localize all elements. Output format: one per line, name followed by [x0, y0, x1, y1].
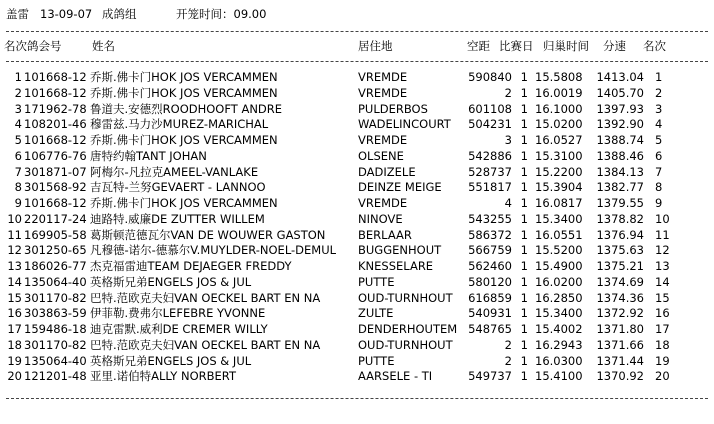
row-location: VREMDE [358, 196, 408, 210]
row-location: PULDERBOS [358, 101, 428, 116]
row-fancier: 迪路特.威廉DE ZUTTER WILLEM [90, 211, 265, 226]
row-place: 1 [655, 70, 663, 84]
row-time: 15.5808 [535, 70, 583, 84]
row-speed: 1397.93 [596, 101, 644, 116]
row-rank: 19 [7, 353, 22, 368]
race-category: 成鸽组 [102, 7, 137, 21]
row-place: 13 [655, 259, 670, 273]
row-place: 20 [655, 369, 670, 384]
row-fancier: 亚里.诺伯特ALLY NORBERT [90, 369, 236, 384]
row-speed: 1371.80 [596, 322, 644, 336]
row-place: 2 [655, 85, 663, 100]
row-rank: 18 [7, 337, 22, 352]
row-location: NINOVE [358, 211, 403, 226]
row-ring: 301871-07 [24, 164, 87, 179]
row-speed: 1379.55 [596, 196, 644, 210]
row-speed: 1372.92 [596, 306, 644, 321]
row-time: 16.0019 [535, 85, 583, 100]
row-location: DENDERHOUTEM [358, 322, 458, 336]
row-ring: 108201-46 [24, 117, 87, 132]
row-speed: 1371.66 [596, 337, 644, 352]
row-day: 1 [520, 196, 528, 210]
row-day: 1 [520, 259, 528, 273]
col-distance: 空距 [467, 39, 490, 53]
row-time: 16.0300 [535, 353, 583, 368]
col-speed: 分速 [603, 39, 626, 53]
header-divider [6, 61, 708, 62]
row-distance: 562460 [468, 259, 512, 273]
row-distance: 543255 [468, 211, 512, 226]
row-distance: 3 [504, 133, 512, 147]
row-location: BERLAAR [358, 227, 412, 242]
row-location: VREMDE [358, 70, 408, 84]
column-header-row [0, 41, 714, 55]
col-day: 比赛日 [499, 39, 534, 53]
row-day: 1 [520, 369, 528, 384]
row-day: 1 [520, 290, 528, 305]
row-rank: 20 [7, 369, 22, 384]
row-speed: 1378.82 [596, 211, 644, 226]
row-time: 15.3904 [535, 180, 583, 195]
row-place: 6 [655, 148, 663, 163]
row-time: 16.1000 [535, 101, 583, 116]
row-time: 15.5200 [535, 243, 583, 258]
row-rank: 7 [14, 164, 22, 179]
row-speed: 1376.94 [596, 227, 644, 242]
row-day: 1 [520, 322, 528, 336]
row-speed: 1392.90 [596, 117, 644, 132]
row-speed: 1374.36 [596, 290, 644, 305]
row-time: 16.2943 [535, 337, 583, 352]
row-day: 1 [520, 243, 528, 258]
row-location: VREMDE [358, 85, 408, 100]
row-speed: 1413.04 [596, 70, 644, 84]
row-location: PUTTE [358, 353, 395, 368]
col-place: 名次 [643, 39, 666, 53]
row-distance: 2 [504, 337, 512, 352]
row-rank: 15 [7, 290, 22, 305]
row-speed: 1375.21 [596, 259, 644, 273]
row-time: 15.4100 [535, 369, 583, 384]
row-place: 15 [655, 290, 670, 305]
row-location: AARSELE - TI [358, 369, 433, 384]
row-ring: 169905-58 [24, 227, 87, 242]
row-day: 1 [520, 180, 528, 195]
row-place: 19 [655, 353, 670, 368]
row-speed: 1382.77 [596, 180, 644, 195]
row-day: 1 [520, 148, 528, 163]
row-location: OLSENE [358, 148, 404, 163]
results-table-body [0, 72, 714, 387]
row-fancier: 杰克福雷迪TEAM DEJAEGER FREDDY [90, 259, 292, 273]
row-speed: 1405.70 [596, 85, 644, 100]
row-time: 16.0527 [535, 133, 583, 147]
row-distance: 2 [504, 353, 512, 368]
row-ring: 301568-92 [24, 180, 87, 195]
row-day: 1 [520, 337, 528, 352]
row-distance: 504231 [468, 117, 512, 132]
row-location: PUTTE [358, 274, 395, 289]
row-speed: 1384.13 [596, 164, 644, 179]
row-ring: 135064-40 [24, 274, 87, 289]
area-name: 盖雷 [6, 7, 29, 21]
row-day: 1 [520, 164, 528, 179]
row-place: 4 [655, 117, 663, 132]
row-time: 15.4900 [535, 259, 583, 273]
bottom-divider [6, 398, 708, 399]
row-place: 8 [655, 180, 663, 195]
row-location: ZULTE [358, 306, 394, 321]
row-distance: 586372 [468, 227, 512, 242]
row-rank: 8 [14, 180, 22, 195]
row-rank: 17 [7, 322, 22, 336]
row-distance: 549737 [468, 369, 512, 384]
row-time: 16.0200 [535, 274, 583, 289]
row-rank: 10 [7, 211, 22, 226]
col-location: 居住地 [358, 39, 393, 53]
row-ring: 101668-12 [24, 70, 87, 84]
row-ring: 301170-82 [24, 337, 87, 352]
row-ring: 303863-59 [24, 306, 87, 321]
row-rank: 4 [14, 117, 22, 132]
row-distance: 4 [504, 196, 512, 210]
row-fancier: 乔斯.佛卡门HOK JOS VERCAMMEN [90, 196, 278, 210]
row-time: 15.3100 [535, 148, 583, 163]
row-rank: 9 [14, 196, 22, 210]
row-fancier: 伊菲勒.费弗尔LEFEBRE YVONNE [90, 306, 266, 321]
row-speed: 1374.69 [596, 274, 644, 289]
row-distance: 601108 [468, 101, 512, 116]
row-fancier: 巴特.范欧克夫妇VAN OECKEL BART EN NA [90, 337, 321, 352]
row-place: 14 [655, 274, 670, 289]
row-fancier: 鲁道夫.安德烈ROODHOOFT ANDRE [90, 101, 283, 116]
race-date: 13-09-07 [40, 7, 93, 21]
row-day: 1 [520, 85, 528, 100]
row-rank: 6 [14, 148, 22, 163]
row-distance: 2 [504, 85, 512, 100]
row-time: 16.0817 [535, 196, 583, 210]
release-time: 开笼时间：09.00 [176, 7, 267, 21]
row-day: 1 [520, 101, 528, 116]
row-fancier: 英格斯兄弟ENGELS JOS & JUL [90, 274, 252, 289]
row-day: 1 [520, 227, 528, 242]
row-distance: 590840 [468, 70, 512, 84]
row-ring: 106776-76 [24, 148, 87, 163]
row-location: OUD-TURNHOUT [358, 337, 453, 352]
row-place: 18 [655, 337, 670, 352]
row-place: 12 [655, 243, 670, 258]
row-fancier: 凡穆德-诺尔-德慕尔V.MUYLDER-NOEL-DEMUL [90, 243, 337, 258]
row-speed: 1388.46 [596, 148, 644, 163]
row-ring: 159486-18 [24, 322, 87, 336]
row-place: 16 [655, 306, 670, 321]
row-fancier: 乔斯.佛卡门HOK JOS VERCAMMEN [90, 70, 278, 84]
row-fancier: 阿梅尔-凡拉克AMEEL-VANLAKE [90, 164, 259, 179]
col-name: 姓名 [92, 39, 115, 53]
row-ring: 301250-65 [24, 243, 87, 258]
row-location: WADELINCOURT [358, 117, 451, 132]
row-location: KNESSELARE [358, 259, 434, 273]
row-ring: 101668-12 [24, 196, 87, 210]
row-ring: 301170-82 [24, 290, 87, 305]
row-distance: 548765 [468, 322, 512, 336]
row-fancier: 巴特.范欧克夫妇VAN OECKEL BART EN NA [90, 290, 321, 305]
row-fancier: 穆雷兹.马力沙MUREZ-MARICHAL [90, 117, 269, 132]
row-location: VREMDE [358, 133, 408, 147]
row-ring: 135064-40 [24, 353, 87, 368]
row-location: OUD-TURNHOUT [358, 290, 453, 305]
row-place: 7 [655, 164, 663, 179]
col-time: 归巢时间 [543, 39, 589, 53]
row-distance: 528737 [468, 164, 512, 179]
row-time: 15.0200 [535, 117, 583, 132]
row-fancier: 英格斯兄弟ENGELS JOS & JUL [90, 353, 252, 368]
row-place: 9 [655, 196, 663, 210]
row-speed: 1371.44 [596, 353, 644, 368]
row-rank: 11 [7, 227, 22, 242]
row-day: 1 [520, 211, 528, 226]
row-place: 3 [655, 101, 663, 116]
row-rank: 5 [14, 133, 22, 147]
row-time: 15.3400 [535, 211, 583, 226]
row-place: 17 [655, 322, 670, 336]
top-divider [6, 31, 708, 32]
row-location: BUGGENHOUT [358, 243, 442, 258]
row-rank: 16 [7, 306, 22, 321]
col-rank-ring: 名次鸽会号 [4, 39, 62, 53]
row-speed: 1375.63 [596, 243, 644, 258]
row-fancier: 乔斯.佛卡门HOK JOS VERCAMMEN [90, 85, 278, 100]
row-rank: 3 [14, 101, 22, 116]
row-rank: 13 [7, 259, 22, 273]
row-distance: 542886 [468, 148, 512, 163]
row-location: DADIZELE [358, 164, 416, 179]
row-rank: 1 [14, 70, 22, 84]
row-distance: 616859 [468, 290, 512, 305]
row-location: DEINZE MEIGE [358, 180, 442, 195]
row-fancier: 吉瓦特-兰努GEVAERT - LANNOO [90, 180, 266, 195]
row-day: 1 [520, 306, 528, 321]
row-place: 10 [655, 211, 670, 226]
row-distance: 551817 [468, 180, 512, 195]
row-place: 5 [655, 133, 663, 147]
row-time: 16.2850 [535, 290, 583, 305]
row-ring: 121201-48 [24, 369, 87, 384]
row-day: 1 [520, 353, 528, 368]
row-time: 16.0551 [535, 227, 583, 242]
row-day: 1 [520, 133, 528, 147]
row-ring: 186026-77 [24, 259, 87, 273]
row-place: 11 [655, 227, 670, 242]
row-time: 15.3400 [535, 306, 583, 321]
row-ring: 101668-12 [24, 85, 87, 100]
row-day: 1 [520, 70, 528, 84]
row-distance: 580120 [468, 274, 512, 289]
row-distance: 566759 [468, 243, 512, 258]
row-fancier: 唐特约翰TANT JOHAN [90, 148, 207, 163]
row-rank: 12 [7, 243, 22, 258]
row-rank: 2 [14, 85, 22, 100]
row-speed: 1388.74 [596, 133, 644, 147]
row-day: 1 [520, 117, 528, 132]
row-ring: 171962-78 [24, 101, 87, 116]
row-ring: 220117-24 [24, 211, 87, 226]
row-time: 15.2200 [535, 164, 583, 179]
table-row [0, 371, 714, 387]
row-day: 1 [520, 274, 528, 289]
row-ring: 101668-12 [24, 133, 87, 147]
row-fancier: 葛斯顿范德瓦尔VAN DE WOUWER GASTON [90, 227, 326, 242]
row-fancier: 乔斯.佛卡门HOK JOS VERCAMMEN [90, 133, 278, 147]
row-fancier: 迪克雷默.威利DE CREMER WILLY [90, 322, 268, 336]
row-speed: 1370.92 [596, 369, 644, 384]
row-distance: 540931 [468, 306, 512, 321]
row-rank: 14 [7, 274, 22, 289]
row-time: 15.4002 [535, 322, 583, 336]
